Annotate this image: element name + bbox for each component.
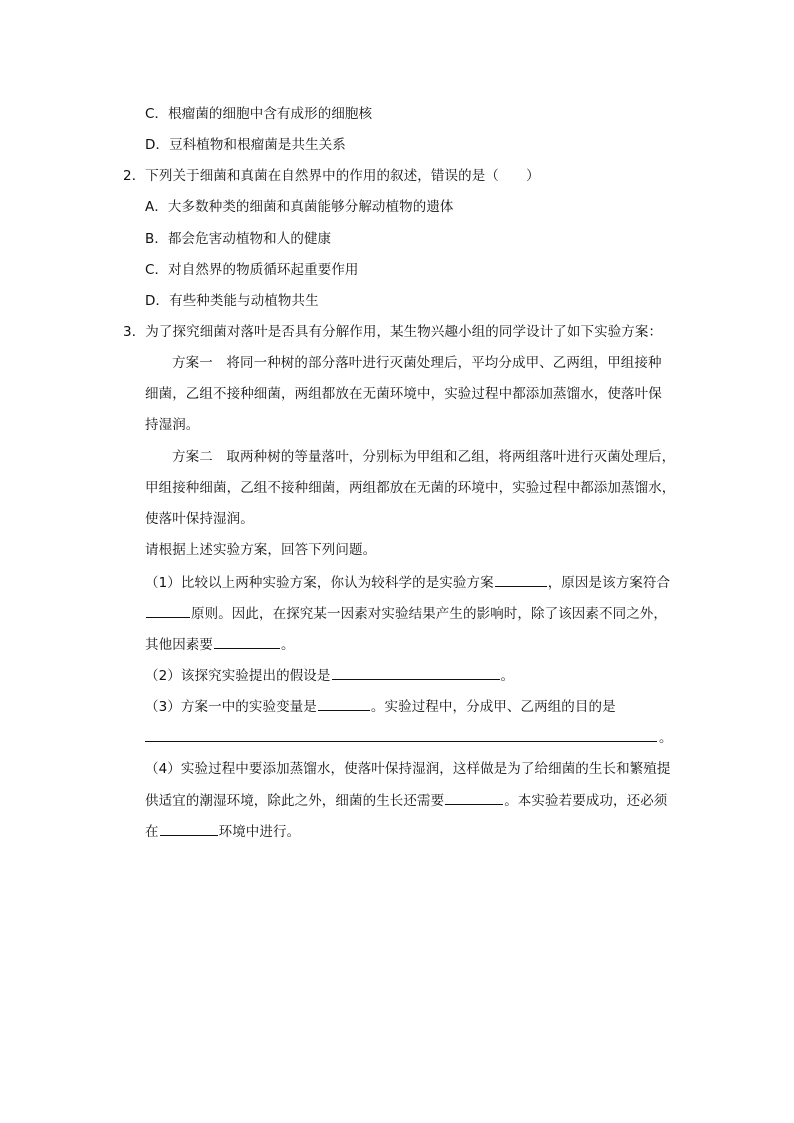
q2-option-b: B．都会危害动植物和人的健康: [145, 231, 332, 247]
q2-option-c: C．对自然界的物质循环起重要作用: [145, 262, 359, 278]
answer-blank-purpose[interactable]: [145, 741, 657, 742]
q1-option-d: D．豆科植物和根瘤菌是共生关系: [145, 137, 346, 153]
answer-blank-nutrients[interactable]: [445, 790, 503, 805]
q3-plan2-line2: 甲组接种细菌，乙组不接种细菌，两组都放在无菌的环境中，实验过程中都添加蒸馏水，: [145, 480, 676, 496]
q3-plan1-line3: 持湿润。: [145, 417, 200, 433]
answer-blank-hypothesis[interactable]: [332, 665, 500, 680]
q3-sub3-period: 。: [659, 730, 673, 746]
q3-sub1-text-b: ，原因是该方案符合: [547, 575, 671, 591]
q3-sub2-text-b: 。: [500, 668, 515, 684]
q3-plan2-line1: 方案二 取两种树的等量落叶，分别标为甲组和乙组，将两组落叶进行灭菌处理后，: [172, 449, 676, 465]
q3-sub1-text-e: 。: [281, 637, 295, 653]
q3-sub4-line2: [145, 790, 667, 811]
q3-sub1-text-c: 原则。因此，在探究某一因素对实验结果产生的影响时，除了该因素不同之外，: [191, 606, 667, 622]
q3-sub4-text-d: 在: [145, 824, 159, 840]
q2-option-a: A．大多数种类的细菌和真菌能够分解动植物的遗体: [145, 199, 454, 215]
answer-blank-variable[interactable]: [318, 696, 370, 711]
q3-sub2-line: [145, 665, 514, 686]
q3-sub2-text-a: （2）该探究实验提出的假设是: [145, 668, 331, 684]
q3-plan2-line3: 使落叶保持湿润。: [145, 511, 254, 527]
q3-sub4-text-b: 供适宜的潮湿环境，除此之外，细菌的生长还需要: [145, 793, 445, 809]
q3-sub1-text-a: （1）比较以上两种实验方案，你认为较科学的是实验方案: [145, 575, 494, 591]
q3-sub4-line3: [145, 821, 300, 842]
q3-sub3-line1: [145, 696, 616, 717]
q1-option-c: C．根瘤菌的细胞中含有成形的细胞核: [145, 106, 373, 122]
answer-blank-principle[interactable]: [146, 603, 190, 618]
q3-sub4-line1: （4）实验过程中要添加蒸馏水，使落叶保持湿润，这样做是为了给细菌的生长和繁殖提: [145, 761, 671, 777]
q2-option-d: D．有些种类能与动植物共生: [145, 293, 319, 309]
q3-plan1-line1: 方案一 将同一种树的部分落叶进行灭菌处理后，平均分成甲、乙两组，甲组接种: [172, 355, 662, 371]
q3-sub3-text-b: 。实验过程中，分成甲、乙两组的目的是: [370, 699, 616, 715]
q3-prompt: 请根据上述实验方案，回答下列问题。: [145, 542, 377, 558]
q2-stem: 2．下列关于细菌和真菌在自然界中的作用的叙述，错误的是（ ）: [123, 168, 540, 184]
q3-sub1-line3: [145, 634, 295, 655]
answer-blank-environment[interactable]: [160, 821, 218, 836]
answer-blank-other-factors[interactable]: [214, 634, 280, 649]
q3-plan1-line2: 细菌，乙组不接种细菌，两组都放在无菌环境中，实验过程中都添加蒸馏水，使落叶保: [145, 386, 662, 402]
q3-sub1-text-d: 其他因素要: [145, 637, 213, 653]
q3-sub3-text-a: （3）方案一中的实验变量是: [145, 699, 317, 715]
q3-sub4-text-e: 环境中进行。: [218, 824, 301, 840]
q3-sub4-text-c: 。本实验若要成功，还必须: [504, 793, 668, 809]
q3-sub1-line2: [145, 603, 667, 624]
answer-blank-plan[interactable]: [495, 572, 547, 587]
q3-sub1-line1: [145, 572, 670, 593]
q3-stem: 3．为了探究细菌对落叶是否具有分解作用，某生物兴趣小组的同学设计了如下实验方案：: [123, 324, 663, 340]
